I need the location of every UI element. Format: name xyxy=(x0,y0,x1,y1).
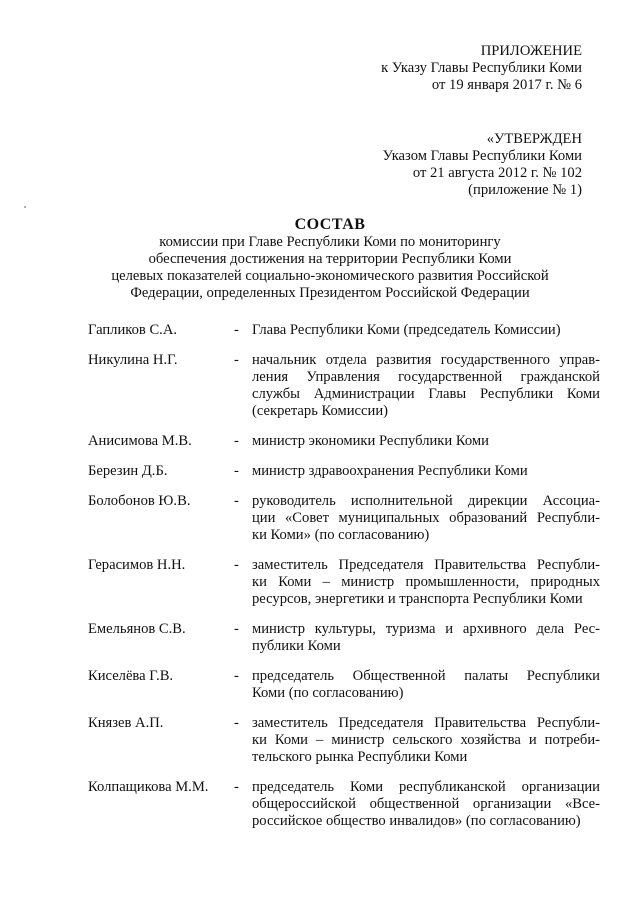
role-line: (секретарь Комиссии) xyxy=(252,403,388,419)
role-line: Глава Республики Коми (председатель Комиссии) xyxy=(252,322,561,338)
approved-decree-ref: Указом Главы Республики Коми xyxy=(382,148,582,164)
member-name: Березин Д.Б. xyxy=(88,463,168,479)
role-line: заместитель Председателя Правительства Республи- xyxy=(252,557,600,573)
member-name: Анисимова М.В. xyxy=(88,433,192,449)
approved-appendix-number: (приложение № 1) xyxy=(468,182,582,198)
role-line: ки Коми – министр промышленности, природных xyxy=(252,574,600,590)
member-name: Колпащикова М.М. xyxy=(88,779,209,795)
role-line: службы Администрации Главы Республики Коми xyxy=(252,386,600,402)
member-name: Гапликов С.А. xyxy=(88,322,178,338)
role-line: начальник отдела развития государственного управ- xyxy=(252,352,600,368)
member-dash: - xyxy=(234,352,239,368)
member-name: Князев А.П. xyxy=(88,715,164,731)
member-entry xyxy=(88,352,600,420)
member-dash: - xyxy=(234,557,239,573)
member-entry xyxy=(88,557,600,608)
role-line: руководитель исполнительной дирекции Ассоциа- xyxy=(252,493,600,509)
appendix-label: ПРИЛОЖЕНИЕ xyxy=(480,43,582,59)
title-heading: СОСТАВ xyxy=(294,216,366,233)
subtitle-line: целевых показателей социально-экономического развития Российской xyxy=(111,268,549,284)
subtitle-line: Федерации, определенных Президентом Российской Федерации xyxy=(130,285,530,301)
title-subtitle xyxy=(60,234,600,302)
role-line: министр экономики Республики Коми xyxy=(252,433,489,449)
appendix-decree-date: от 19 января 2017 г. № 6 xyxy=(431,77,582,93)
member-dash: - xyxy=(234,779,239,795)
role-line: российское общество инвалидов» (по согласованию) xyxy=(252,813,581,829)
role-line: ки Коми» (по согласованию) xyxy=(252,527,430,543)
role-line: ции «Совет муниципальных образований Республи- xyxy=(252,510,600,526)
member-dash: - xyxy=(234,493,239,509)
role-line: ресурсов, энергетики и транспорта Республики Коми xyxy=(252,591,583,607)
member-role xyxy=(252,668,600,702)
role-line: председатель Коми республиканской организации xyxy=(252,779,600,795)
role-line: публики Коми xyxy=(252,638,341,654)
member-entry xyxy=(88,433,600,450)
role-line: тельского рынка Республики Коми xyxy=(252,749,468,765)
member-role xyxy=(252,322,600,339)
member-role xyxy=(252,433,600,450)
member-dash: - xyxy=(234,668,239,684)
member-role xyxy=(252,779,600,830)
member-name: Болобонов Ю.В. xyxy=(88,493,191,509)
member-role xyxy=(252,621,600,655)
approved-stamp xyxy=(383,131,582,199)
member-entry xyxy=(88,621,600,655)
approved-decree-date: от 21 августа 2012 г. № 102 xyxy=(412,165,582,181)
member-name: Емельянов С.В. xyxy=(88,621,186,637)
member-dash: - xyxy=(234,463,239,479)
member-dash: - xyxy=(234,715,239,731)
appendix-header xyxy=(381,43,582,94)
role-line: ки Коми – министр сельского хозяйства и потреби- xyxy=(252,732,600,748)
member-role xyxy=(252,352,600,420)
role-line: общероссийской общественной организации «Все- xyxy=(252,796,600,812)
document-title xyxy=(60,216,600,302)
subtitle-line: обеспечения достижения на территории Республики Коми xyxy=(148,251,512,267)
member-role xyxy=(252,557,600,608)
scan-speck xyxy=(24,206,26,208)
role-line: председатель Общественной палаты Республики xyxy=(252,668,600,684)
member-role xyxy=(252,463,600,480)
member-entry xyxy=(88,463,600,480)
subtitle-line: комиссии при Главе Республики Коми по мониторингу xyxy=(159,234,501,250)
member-dash: - xyxy=(234,433,239,449)
member-entry xyxy=(88,715,600,766)
role-line: заместитель Председателя Правительства Республи- xyxy=(252,715,600,731)
member-name: Киселёва Г.В. xyxy=(88,668,174,684)
appendix-decree-ref: к Указу Главы Республики Коми xyxy=(381,60,582,76)
approved-label: «УТВЕРЖДЕН xyxy=(486,131,582,147)
member-dash: - xyxy=(234,621,239,637)
member-entry xyxy=(88,779,600,830)
member-role xyxy=(252,715,600,766)
members-list xyxy=(88,322,600,843)
role-line: министр культуры, туризма и архивного дела Рес- xyxy=(252,621,600,637)
member-name: Никулина Н.Г. xyxy=(88,352,178,368)
member-entry xyxy=(88,322,600,339)
member-dash: - xyxy=(234,322,239,338)
member-role xyxy=(252,493,600,544)
role-line: Коми (по согласованию) xyxy=(252,685,404,701)
member-name: Герасимов Н.Н. xyxy=(88,557,186,573)
member-entry xyxy=(88,493,600,544)
role-line: министр здравоохранения Республики Коми xyxy=(252,463,528,479)
member-entry xyxy=(88,668,600,702)
role-line: ления Управления государственной гражданской xyxy=(252,369,600,385)
